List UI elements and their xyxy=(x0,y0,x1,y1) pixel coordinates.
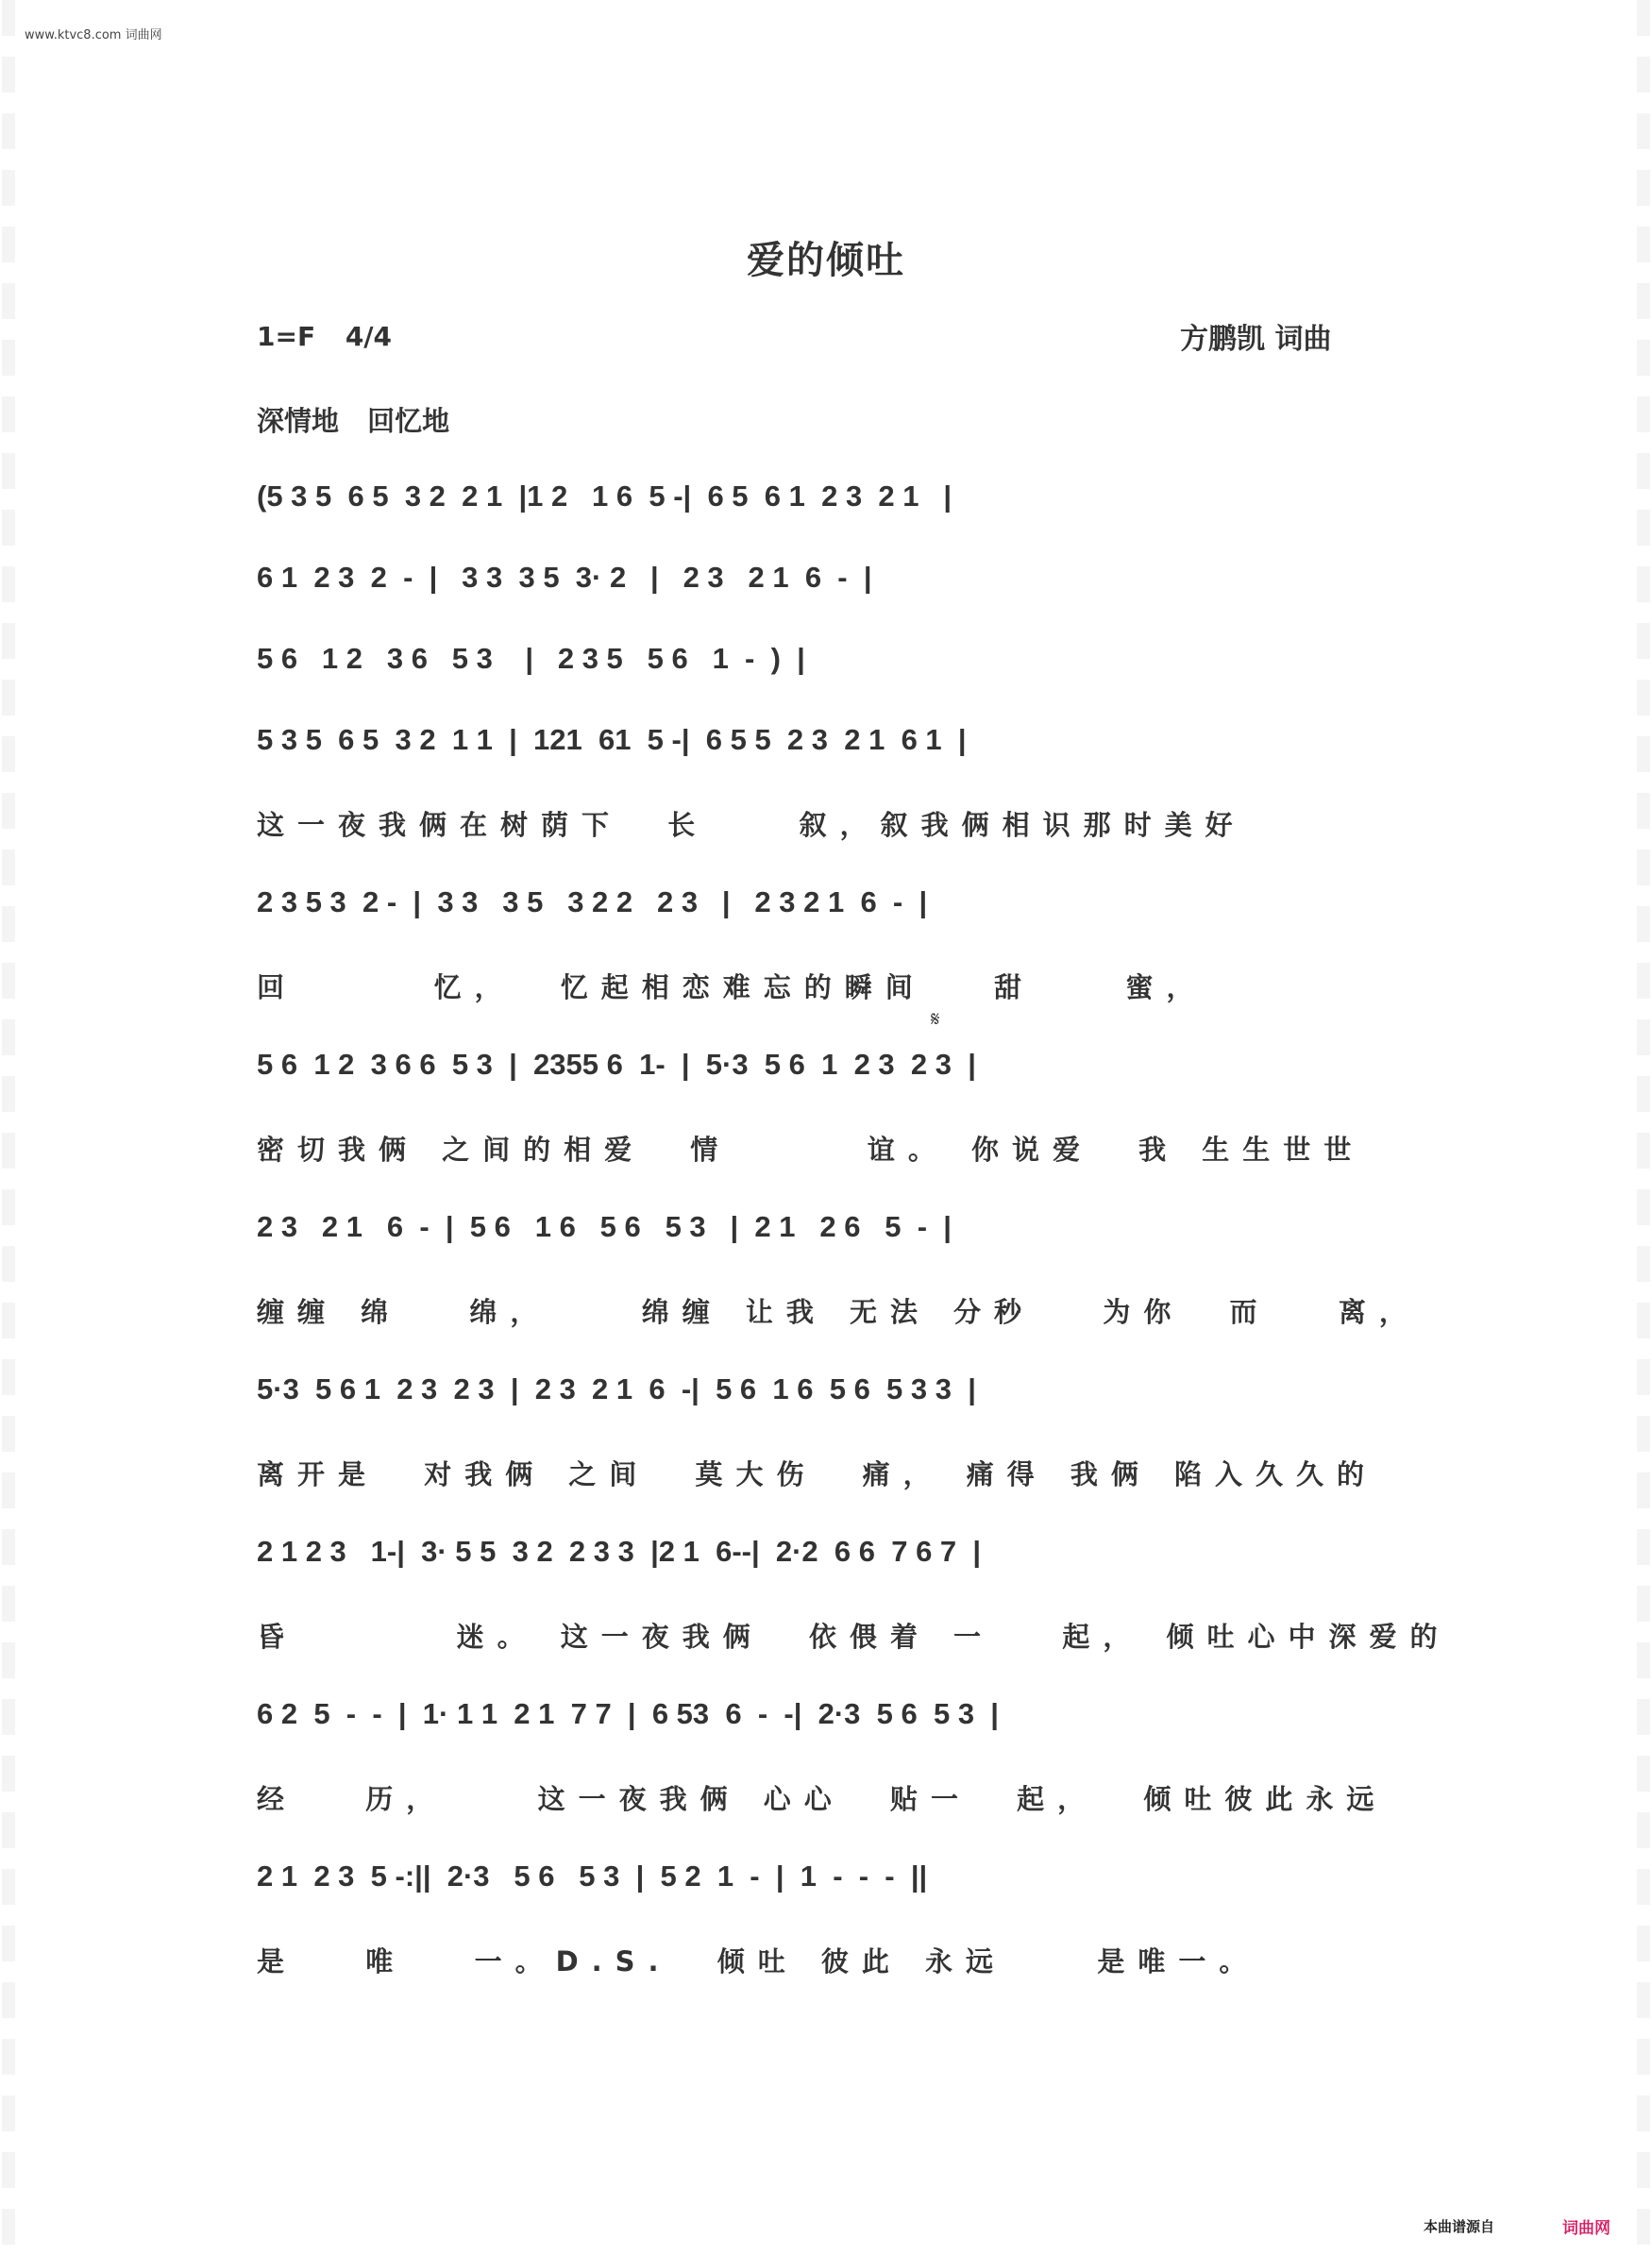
notation-line-4: 5 3 5 6 5 3 2 1 1 | 121 61 5 -| 6 5 5 2 3 2 1 6 1 | xyxy=(257,723,967,756)
lyrics-line-11: 是 唯 一。D.S. 倾吐 彼此 永远 是唯一。 xyxy=(257,1945,1260,1977)
key-signature: 1=F 4/4 xyxy=(257,321,393,352)
lyrics-line-4: 这一夜我俩在树荫下 长 叙，叙我俩相识那时美好 xyxy=(257,809,1246,841)
notation-line-8: 5·3 5 6 1 2 3 2 3 | 2 3 2 1 6 -| 5 6 1 6 5 6 5 3 3 | xyxy=(257,1372,976,1405)
segno-icon: 𝄋 xyxy=(931,1008,940,1032)
lyrics-line-8: 离开是 对我俩 之间 莫大伤 痛， 痛得 我俩 陷入久久的 xyxy=(257,1458,1377,1490)
lyrics-line-9: 昏 迷。 这一夜我俩 依偎着 一 起， 倾吐心中深爱的 xyxy=(257,1621,1451,1653)
lyrics-line-10: 经 历， 这一夜我俩 心心 贴一 起， 倾吐彼此永远 xyxy=(257,1783,1388,1815)
footer-logo[interactable]: 词曲网 xyxy=(1562,2219,1610,2238)
expression-marking: 深情地 回忆地 xyxy=(257,405,450,437)
notation-line-6: 5 6 1 2 3 6 6 5 3 | 2355 6 1- | 5·3 5 6 1 2 3 2 3 | xyxy=(257,1048,976,1081)
lyrics-line-6: 密切我俩 之间的相爱 情 谊。 你说爱 我 生生世世 xyxy=(257,1134,1365,1166)
notation-line-11: 2 1 2 3 5 -:|| 2·3 5 6 5 3 | 5 2 1 - | 1 - - - || xyxy=(257,1860,928,1893)
footer-source-label: 本曲谱源自 xyxy=(1424,2218,1495,2235)
site-url: www.ktvc8.com 词曲网 xyxy=(25,28,162,42)
notation-line-1: (5 3 5 6 5 3 2 2 1 |1 2 1 6 5 -| 6 5 6 1 2 3 2 1 | xyxy=(257,480,952,513)
notation-line-3: 5 6 1 2 3 6 5 3 | 2 3 5 5 6 1 - ) | xyxy=(257,642,805,675)
notation-line-9: 2 1 2 3 1-| 3· 5 5 3 2 2 3 3 |2 1 6--| 2·2 6 6 7 6 7 | xyxy=(257,1535,982,1568)
lyrics-line-7: 缠缠 绵 绵， 绵缠 让我 无法 分秒 为你 而 离， xyxy=(257,1296,1420,1328)
lyrics-line-5: 回 忆， 忆起相恋难忘的瞬间 甜 蜜， xyxy=(257,971,1207,1003)
left-margin-strip xyxy=(2,0,15,2255)
notation-line-5: 2 3 5 3 2 - | 3 3 3 5 3 2 2 2 3 | 2 3 2 1 6 - | xyxy=(257,885,928,918)
composer-credit: 方鹏凯 词曲 xyxy=(1180,323,1332,356)
notation-line-10: 6 2 5 - - | 1· 1 1 2 1 7 7 | 6 53 6 - -| 2·3 5 6 5 3 | xyxy=(257,1697,999,1730)
song-title: 爱的倾吐 xyxy=(747,239,905,282)
notation-line-7: 2 3 2 1 6 - | 5 6 1 6 5 6 5 3 | 2 1 2 6 5 - | xyxy=(257,1210,952,1243)
notation-line-2: 6 1 2 3 2 - | 3 3 3 5 3· 2 | 2 3 2 1 6 - | xyxy=(257,561,872,594)
right-margin-strip xyxy=(1637,0,1650,2255)
